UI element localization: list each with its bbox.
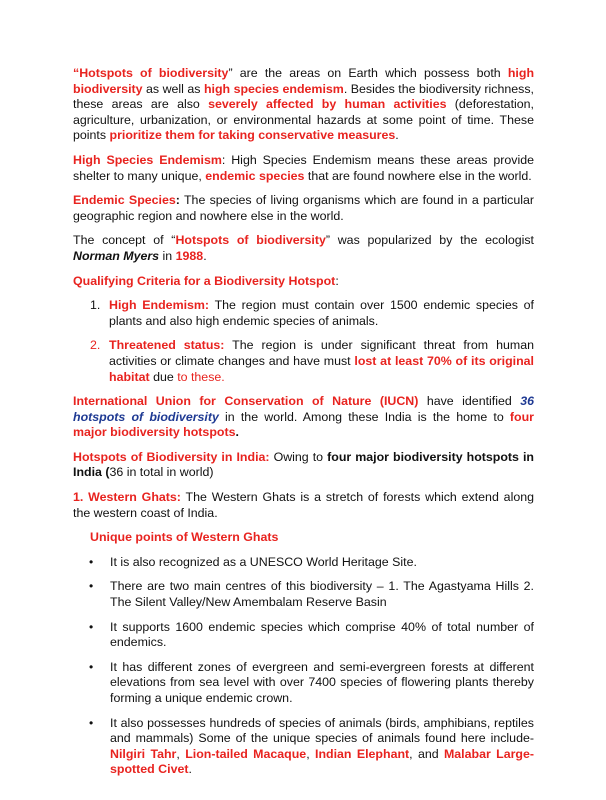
list-item: 2. Threatened status: The region is under significant threat from human activities or climate changes and have must lost at least 70% of its original habitat due to these. [90, 338, 534, 384]
list-item: • It also possesses hundreds of species of animals (birds, amphibians, reptiles and mammals) Some of the unique species of animals found here include-Nilgiri Tahr, Lion-tailed Macaque, Indian Elephant, and Malabar Large-spotted Civet. [89, 715, 535, 777]
term-four-major-hotspots: four major biodiversity hotspots [73, 409, 535, 440]
term-high-biodiversity: high biodiversity [73, 66, 535, 96]
term-western-ghats: 1. Western Ghats: [73, 490, 181, 505]
ecologist-name: Norman Myers [73, 248, 160, 263]
list-item: • It has different zones of evergreen and semi-evergreen forests at different elevations from sea level with over 7400 species of flowering plants thereby forming a unique endemic crown. [89, 659, 534, 705]
endemism-paragraph: High Species Endemism: High Species Endemism means these areas provide shelter to many unique, endemic species that are found nowhere else in the world. [73, 152, 534, 183]
list-item: • It supports 1600 endemic species which comprise 40% of total number of endemics. [89, 619, 534, 650]
term-iucn: International Union for Conservation of Nature (IUCN) [73, 394, 419, 409]
concept-paragraph: The concept of “Hotspots of biodiversity” was popularized by the ecologist Norman Myers in 1988. [73, 233, 534, 263]
term-conservative-measures: prioritize them for taking conservative measures [109, 128, 396, 143]
list-item: 1. High Endemism: The region must contain over 1500 endemic species of plants and also high endemic species of animals. [90, 298, 534, 328]
year: 1988 [175, 248, 204, 263]
criteria-heading: Qualifying Criteria for a Biodiversity Hotspot: [73, 273, 339, 288]
intro-paragraph: “Hotspots of biodiversity” are the areas on Earth which possess both high biodiversity as well as high species endemism. Besides the biodiversity richness, these areas are also severely affected by human activities (deforestation, agriculture, urbanization, or environmental hazards at some point of time. These points prioritize them for taking conservative measures. [73, 66, 535, 143]
term-species-endemism: High Species Endemism [73, 152, 222, 167]
list-item: • It is also recognized as a UNESCO World Heritage Site. [89, 554, 417, 569]
bullet-icon: • [89, 715, 94, 730]
term-human-activities: severely affected by human activities [208, 97, 447, 112]
endemic-species-paragraph: Endemic Species: The species of living organisms which are found in a particular geographic region and nowhere else in the world. [73, 193, 534, 223]
list-number: 1. [90, 298, 101, 313]
bullet-icon: • [89, 619, 94, 634]
india-hotspots-paragraph: Hotspots of Biodiversity in India: Owing to four major biodiversity hotspots in India (36 in total in world) [73, 449, 534, 480]
western-ghats-list [73, 555, 534, 778]
species-indian-elephant: Indian Elephant [315, 746, 410, 761]
criteria-list [73, 298, 534, 385]
term-endemic-species: endemic species [205, 168, 305, 183]
list-item: • There are two main centres of this biodiversity – 1. The Agastyama Hills 2. The Silent Valley/New Amembalam Reserve Basin [89, 579, 534, 610]
term-hotspots: “Hotspots of biodiversity [73, 66, 229, 80]
bullet-icon: • [89, 554, 94, 569]
species-lion-tailed-macaque: Lion-tailed Macaque [185, 746, 307, 761]
western-ghats-paragraph: 1. Western Ghats: The Western Ghats is a stretch of forests which extend along the western coast of India. [73, 490, 534, 520]
bullet-icon: • [89, 579, 94, 594]
term-36-hotspots: 36 hotspots of biodiversity [73, 394, 535, 424]
species-nilgiri-tahr: Nilgiri Tahr [110, 746, 177, 761]
bullet-icon: • [89, 659, 94, 674]
unique-points-heading: Unique points of Western Ghats [90, 530, 279, 545]
species-malabar-civet: Malabar Large-spotted Civet [110, 746, 535, 777]
iucn-paragraph: International Union for Conservation of Nature (IUCN) have identified 36 hotspots of biodiversity in the world. Among these India is the home to four major biodiversity hotspots. [73, 394, 535, 440]
list-number: 2. [90, 338, 101, 353]
term-endemic-species-def: Endemic Species [73, 193, 176, 208]
term-high-species-endemism: high species endemism [203, 81, 344, 96]
